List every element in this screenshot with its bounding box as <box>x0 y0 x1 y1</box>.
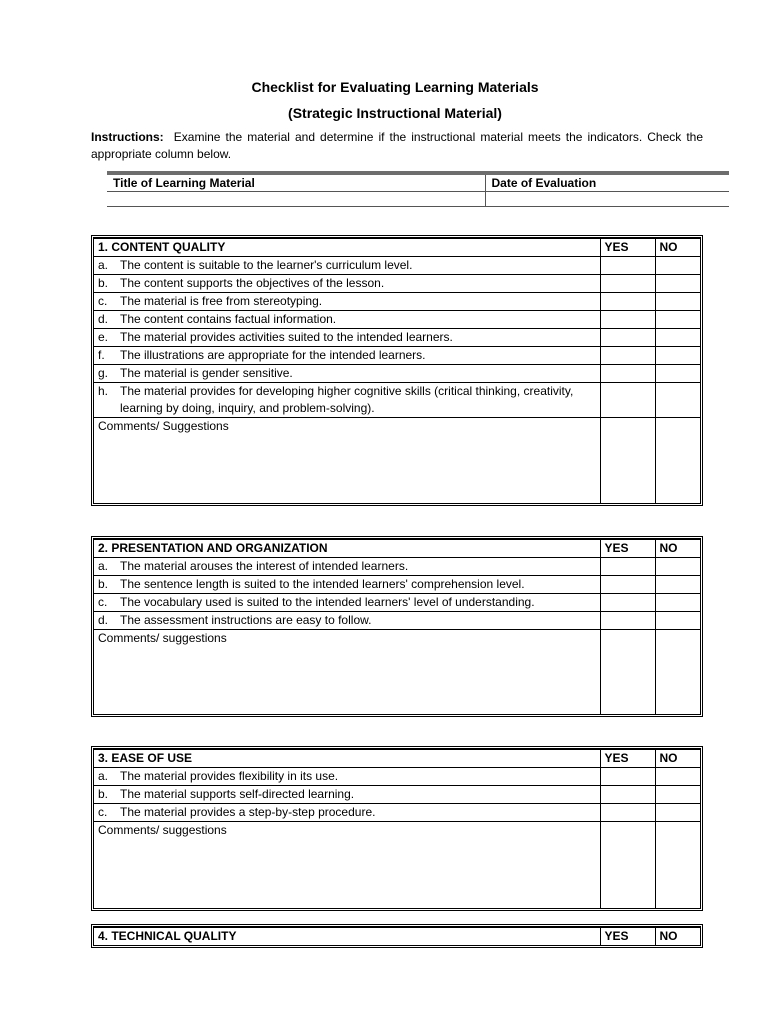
item-text: The illustrations are appropriate for the intended learners. <box>120 348 426 362</box>
section-heading: 3. EASE OF USE <box>94 750 600 768</box>
document-subtitle: (Strategic Instructional Material) <box>288 105 502 121</box>
comments-row <box>94 418 700 503</box>
item-text: The material is gender sensitive. <box>120 366 293 380</box>
no-column-header: NO <box>655 540 700 558</box>
date-of-evaluation-label: Date of Evaluation <box>485 173 729 192</box>
checklist-item-row <box>94 329 700 347</box>
checklist-item-row <box>94 612 700 630</box>
checklist-item-row <box>94 311 700 329</box>
item-text: The material arouses the interest of intended learners. <box>120 559 409 573</box>
no-checkbox-cell[interactable] <box>655 275 700 293</box>
instructions-label: Instructions: <box>91 130 164 144</box>
no-comments-cell <box>655 822 700 908</box>
section-technical-quality <box>91 924 703 948</box>
indicator-cell <box>94 275 600 293</box>
yes-comments-cell <box>600 630 655 714</box>
no-column-header: NO <box>655 928 700 946</box>
no-checkbox-cell[interactable] <box>655 786 700 804</box>
item-letter: c. <box>98 595 108 609</box>
comments-field[interactable]: Comments/ suggestions <box>94 630 600 714</box>
yes-checkbox-cell[interactable] <box>600 347 655 365</box>
item-letter: d. <box>98 312 109 326</box>
section-content-quality <box>91 235 703 506</box>
yes-checkbox-cell[interactable] <box>600 786 655 804</box>
item-letter: b. <box>98 787 109 801</box>
checklist-item-row <box>94 275 700 293</box>
yes-comments-cell <box>600 418 655 503</box>
checklist-item-row <box>94 804 700 822</box>
checklist-item-row <box>94 768 700 786</box>
item-letter: g. <box>98 366 109 380</box>
section-header-row <box>94 750 700 768</box>
indicator-cell <box>94 329 600 347</box>
item-text: The material is free from stereotyping. <box>120 294 323 308</box>
yes-comments-cell <box>600 822 655 908</box>
section-heading: 2. PRESENTATION AND ORGANIZATION <box>94 540 600 558</box>
checklist-item-row <box>94 365 700 383</box>
no-checkbox-cell[interactable] <box>655 365 700 383</box>
no-checkbox-cell[interactable] <box>655 347 700 365</box>
yes-checkbox-cell[interactable] <box>600 612 655 630</box>
checklist-item-row <box>94 558 700 576</box>
item-letter: b. <box>98 276 109 290</box>
section-ease-of-use <box>91 746 703 911</box>
comments-row <box>94 822 700 908</box>
comments-field[interactable]: Comments/ Suggestions <box>94 418 600 503</box>
indicator-cell <box>94 293 600 311</box>
item-letter: h. <box>98 384 109 398</box>
item-letter: c. <box>98 805 108 819</box>
yes-checkbox-cell[interactable] <box>600 257 655 275</box>
yes-column-header: YES <box>600 239 655 257</box>
no-checkbox-cell[interactable] <box>655 612 700 630</box>
yes-checkbox-cell[interactable] <box>600 804 655 822</box>
checklist-item-row <box>94 293 700 311</box>
indicator-cell <box>94 365 600 383</box>
section-presentation-organization <box>91 536 703 717</box>
no-checkbox-cell[interactable] <box>655 383 700 418</box>
no-checkbox-cell[interactable] <box>655 594 700 612</box>
title-of-material-field[interactable] <box>107 192 485 207</box>
checklist-item-row <box>94 786 700 804</box>
section-heading: 4. TECHNICAL QUALITY <box>94 928 600 946</box>
checklist-table <box>94 927 700 945</box>
section-header-row <box>94 239 700 257</box>
no-column-header: NO <box>655 750 700 768</box>
no-checkbox-cell[interactable] <box>655 768 700 786</box>
indicator-cell <box>94 768 600 786</box>
yes-column-header: YES <box>600 928 655 946</box>
item-letter: d. <box>98 613 109 627</box>
section-header-row <box>94 928 700 946</box>
no-checkbox-cell[interactable] <box>655 576 700 594</box>
item-letter: f. <box>98 348 105 362</box>
yes-column-header: YES <box>600 540 655 558</box>
section-header-row <box>94 540 700 558</box>
no-checkbox-cell[interactable] <box>655 804 700 822</box>
indicator-cell <box>94 594 600 612</box>
item-letter: a. <box>98 559 109 573</box>
checklist-item-row <box>94 257 700 275</box>
item-text: The vocabulary used is suited to the intended learners' level of understanding. <box>120 595 535 609</box>
no-column-header: NO <box>655 239 700 257</box>
yes-checkbox-cell[interactable] <box>600 365 655 383</box>
indicator-cell <box>94 383 600 418</box>
checklist-table <box>94 238 700 503</box>
item-text: The assessment instructions are easy to follow. <box>120 613 372 627</box>
item-text: The content supports the objectives of the lesson. <box>120 276 385 290</box>
comments-row <box>94 630 700 714</box>
indicator-cell <box>94 311 600 329</box>
material-info-table <box>107 171 729 207</box>
item-letter: a. <box>98 769 109 783</box>
yes-checkbox-cell[interactable] <box>600 576 655 594</box>
item-text: The material provides flexibility in its use. <box>120 769 339 783</box>
section-heading: 1. CONTENT QUALITY <box>94 239 600 257</box>
item-text: The sentence length is suited to the intended learners' comprehension level. <box>120 577 525 591</box>
yes-checkbox-cell[interactable] <box>600 383 655 418</box>
item-text: The material provides activities suited to the intended learners. <box>120 330 453 344</box>
indicator-cell <box>94 576 600 594</box>
no-comments-cell <box>655 630 700 714</box>
item-letter: c. <box>98 294 108 308</box>
yes-checkbox-cell[interactable] <box>600 311 655 329</box>
item-text: The material provides a step-by-step procedure. <box>120 805 376 819</box>
instructions-text: Examine the material and determine if the instructional material meets the indicators. Check the appropriate column below. <box>91 130 703 161</box>
item-text: The material supports self-directed learning. <box>120 787 355 801</box>
checklist-item-row <box>94 383 700 418</box>
indicator-cell <box>94 804 600 822</box>
checklist-item-row <box>94 576 700 594</box>
item-letter: e. <box>98 330 109 344</box>
indicator-cell <box>94 786 600 804</box>
yes-checkbox-cell[interactable] <box>600 768 655 786</box>
indicator-cell <box>94 257 600 275</box>
yes-checkbox-cell[interactable] <box>600 594 655 612</box>
checklist-table <box>94 539 700 714</box>
item-letter: a. <box>98 258 109 272</box>
comments-field[interactable]: Comments/ suggestions <box>94 822 600 908</box>
no-checkbox-cell[interactable] <box>655 257 700 275</box>
no-checkbox-cell[interactable] <box>655 293 700 311</box>
item-text: The content contains factual information. <box>120 312 337 326</box>
indicator-cell <box>94 347 600 365</box>
yes-checkbox-cell[interactable] <box>600 558 655 576</box>
instructions <box>91 129 703 163</box>
item-text: The material provides for developing higher cognitive skills (critical thinking, creativity, learning by doing, inquiry, and problem-solving). <box>120 384 574 415</box>
yes-checkbox-cell[interactable] <box>600 329 655 347</box>
no-checkbox-cell[interactable] <box>655 311 700 329</box>
no-checkbox-cell[interactable] <box>655 329 700 347</box>
indicator-cell <box>94 558 600 576</box>
item-letter: b. <box>98 577 109 591</box>
indicator-cell <box>94 612 600 630</box>
date-of-evaluation-field[interactable] <box>485 192 729 207</box>
no-checkbox-cell[interactable] <box>655 558 700 576</box>
checklist-table <box>94 749 700 908</box>
yes-column-header: YES <box>600 750 655 768</box>
checklist-item-row <box>94 594 700 612</box>
item-text: The content is suitable to the learner's curriculum level. <box>120 258 413 272</box>
title-of-material-label: Title of Learning Material <box>107 173 485 192</box>
yes-checkbox-cell[interactable] <box>600 275 655 293</box>
no-comments-cell <box>655 418 700 503</box>
document-title: Checklist for Evaluating Learning Materials <box>251 79 539 95</box>
checklist-item-row <box>94 347 700 365</box>
yes-checkbox-cell[interactable] <box>600 293 655 311</box>
